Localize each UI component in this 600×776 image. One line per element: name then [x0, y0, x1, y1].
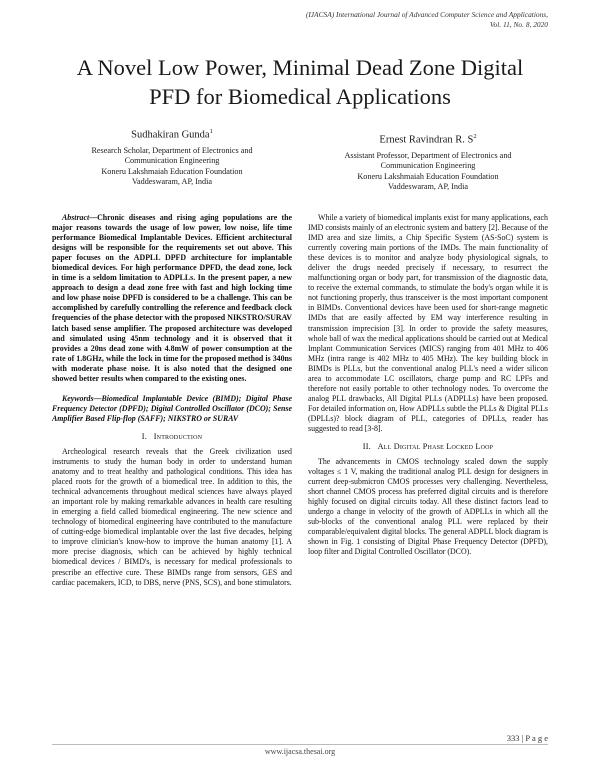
paper-title — [40, 53, 560, 111]
right-paragraph-1: While a variety of biomedical implants exist for many applications, each IMD consists mainly of an electronic system and battery [2]. Because of the IMD area and size limits, a Chip Specific System (AS-SoC) system is currently covering main portions of the IMDs. The main functionality of these devices is to monitor and analyze body physiological signals, to deliver the drugs needed precisely if necessary, to resurrect the malfunctioning organ or body part, for transmission of the diagnostic data, to receive the external commands, to stimulate the body's organ while it is not functioning properly, thus transceiver is the most important component in BIMDs. Conventional devices have been used for short-range magnetic IMDs that are easily affected by EM way interference resulting in transmission imprecision [3]. In order to provide the safety measures, whole ball of wax the medical applications should be carried out at Medical Implant Communication Services (MICS) ranging from 401 MHz to 406 MHz (intra range is 402 MHz to 405 MHz). The key building block in BIMDs is PLLs, but the conventional analog PLL's need a wider silicon area to accommodate LC oscillators, charge pump and RC LPFs and therefore not easily portable to other technology nodes. To overcome the analog PLL drawbacks, All Digital PLLs (ADPLLs) have been proposed. For detailed information on, How ADPLLs subtle the PLLs & Digital PLLs (DPLLs)? block diagram of PLL, categories of DPLLs, reader has suggested to read [3-8]. — [308, 213, 548, 433]
section-heading-introduction: I. Introduction — [141, 431, 203, 441]
keywords-label: Keywords — [62, 393, 94, 403]
introduction-paragraph: Archeological research reveals that the Greek civilization used instruments to study the human body in order to understand human anatomy and to treat healthy and pathological conditions. This idea has placed roots for the growth of a biomedical tree. In addition to this, the technical advancements throughout medical sciences have always played an important role by making remarkable advances in health care resulting in emerging a field called biomedical engineering. The new science and technology of biomedical engineering have contributed to the manufacture of cutting-edge biomedical implantable over the last five decades, helping to improve clinician's know-how to improve the human anatomy [1]. A more precise diagnosis, which can be achieved by highly technical biomedical devices / BIMD's, is necessary for medical professionals to prescribe an effective cure. These BIMDs range from sensors, GES and cardiac pacemakers, ICD, to DBS, nerve (PNS, SCS), and bone stimulators. — [52, 446, 292, 587]
abstract-label: Abstract — [62, 213, 90, 222]
paper-title-line2: PFD for Biomedical Applications — [149, 84, 451, 109]
adpll-paragraph: The advancements in CMOS technology scaled down the supply voltages ≤ 1 V, making the traditional analog PLL design for designers in current deep-submicron CMOS processes very challenging. Nevertheless, short channel CMOS process has preferred digital circuits and is therefore highly focused on digital circuits today. All these distinct factors lead to undergo a change in velocity of the growth of ADPLLs in which all the sub-blocks of the conventional analog PLL were replaced by their comparable/equivalent digital blocks. The general ADPLL block diagram is shown in Fig. 1 consisting of Digital Phase Frequency Detector (DPFD), loop filter and Digital Controlled Oscillator (DCO). — [308, 457, 548, 557]
keywords-text: —Biomedical Implantable Device (BIMD); Digital Phase Frequency Detector (DPFD); Digital Controlled Oscillator (DCO); Sense Amplifier Based Flip-flop (SAFF); NIKSTRO or SURAV — [52, 393, 292, 423]
abstract-text: —Chronic diseases and rising aging populations are the major reasons towards the usage of low power, low noise, life time performance Biomedical Implantable Devices. Efficient architectural designs will be responsible for the requirements set out above. This paper focuses on the ADPLL DPFD architecture for implantable biomedical devices. For high performance DPFD, the dead zone, lock in time is a seldom limitation to ADPLLs. In the present paper, a new approach to design a dead zone free with fast and high locking time and low phase noise DPFD is considered to be a challenge. This can be accomplished by carefully controlling the reference and feedback clock frequencies of the phase detector with the proposed NIKSTRO/SURAV latch based sense amplifier. The proposed architecture was developed and simulated using 45nm technology and it is observed that it provides a 20ns dead zone with 4.8mW of power consumption at the rate of 1.8GHz, while the lock in time for the proposed method is 340ns with moderate phase noise. It is also noted that the designed one showed better results when compared to the existing ones. — [52, 213, 292, 383]
footer-divider — [52, 744, 548, 745]
page-number: 333 | P a g e — [506, 733, 548, 743]
journal-header-line2: Vol. 11, No. 8, 2020 — [489, 19, 548, 29]
author-name-1: Sudhakiran Gunda$^1$ — [131, 128, 213, 141]
journal-url: www.ijacsa.thesai.org — [264, 747, 336, 756]
author-affiliation-1c: Koneru Lakshmaiah Education Foundation — [101, 166, 243, 176]
author-affiliation-2a: Assistant Professor, Department of Electronics and — [344, 150, 512, 160]
paper-title-line1: A Novel Low Power, Minimal Dead Zone Digital — [76, 55, 524, 80]
author-affiliation-2d: Vaddeswaram, AP, India — [387, 182, 469, 192]
journal-header — [218, 10, 548, 29]
author-block-2 — [308, 130, 548, 193]
journal-header-line1: (IJACSA) International Journal of Advanced Computer Science and Applications, — [305, 10, 548, 19]
author-affiliation-2c: Koneru Lakshmaiah Education Foundation — [357, 171, 499, 181]
section-heading-adpll: II. All Digital Phase Locked Loop — [362, 442, 494, 452]
author-affiliation-2b: Communication Engineering — [380, 161, 476, 171]
keywords — [52, 394, 292, 424]
right-column — [308, 213, 548, 558]
author-name-2: Ernest Ravindran R. $S^2$ — [379, 133, 477, 146]
author-block-1 — [52, 125, 292, 188]
left-column — [52, 213, 292, 588]
author-affiliation-1b: Communication Engineering — [124, 156, 220, 166]
author-affiliation-1d: Vaddeswaram, AP, India — [131, 177, 213, 187]
author-affiliation-1a: Research Scholar, Department of Electronics and — [91, 145, 253, 155]
abstract — [52, 213, 292, 384]
